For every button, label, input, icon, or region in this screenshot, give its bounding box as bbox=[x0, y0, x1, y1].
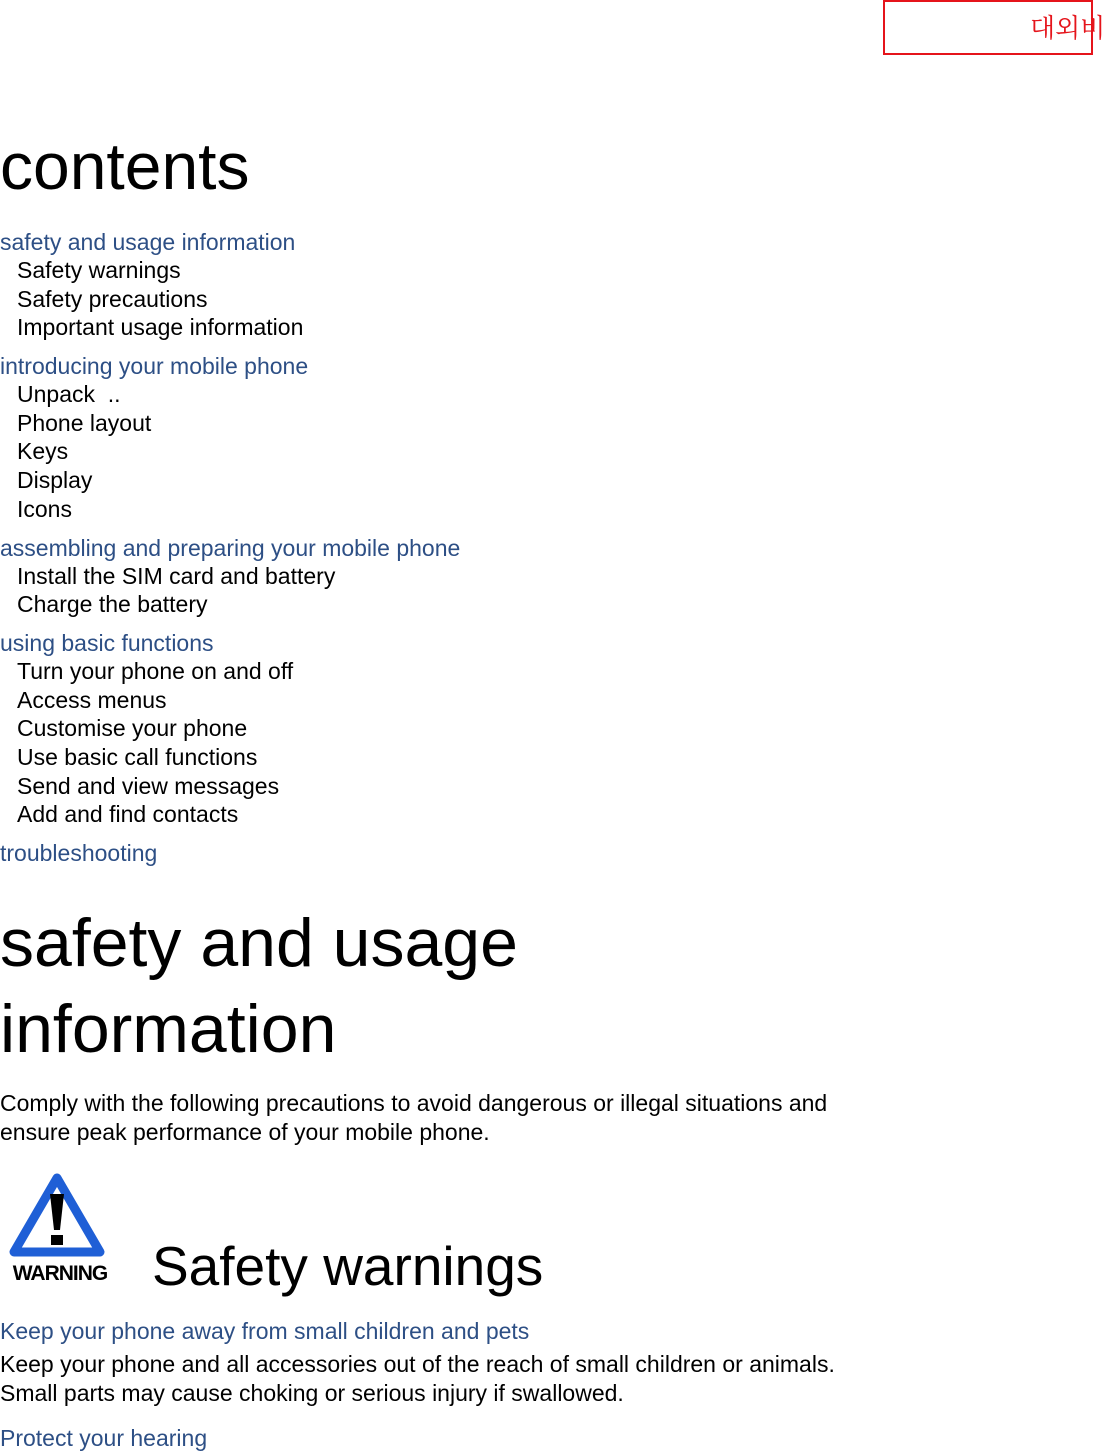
toc-section-safety bbox=[0, 228, 700, 342]
toc-item[interactable]: Customise your phone bbox=[17, 715, 248, 742]
intro-paragraph bbox=[0, 1089, 940, 1147]
toc-item[interactable]: Phone layout bbox=[17, 409, 152, 436]
toc-section-assembling bbox=[0, 534, 700, 619]
toc-heading[interactable]: introducing your mobile phone bbox=[0, 353, 309, 380]
confidential-stamp bbox=[883, 0, 1105, 55]
toc-heading[interactable]: using basic functions bbox=[0, 629, 214, 656]
toc-item[interactable]: Safety precautions bbox=[17, 285, 208, 312]
toc-heading[interactable]: troubleshooting bbox=[0, 840, 158, 866]
toc-item[interactable]: Safety warnings bbox=[17, 257, 181, 283]
table-of-contents bbox=[0, 228, 700, 867]
toc-item[interactable]: Charge the battery bbox=[17, 591, 208, 618]
toc-item[interactable]: Important usage information bbox=[17, 314, 304, 341]
toc-item[interactable]: Keys bbox=[17, 438, 69, 465]
section-title-line2: information bbox=[0, 991, 337, 1067]
toc-item[interactable]: Send and view messages bbox=[17, 772, 280, 799]
toc-section-basic-functions bbox=[0, 629, 700, 829]
toc-item[interactable]: Display bbox=[17, 467, 93, 494]
subsection-heading: Protect your hearing bbox=[0, 1425, 208, 1451]
contents-title: contents bbox=[0, 129, 250, 203]
toc-section-troubleshooting bbox=[0, 839, 700, 867]
section-title bbox=[0, 900, 518, 1072]
intro-line1: Comply with the following precautions to avoid dangerous or illegal situations and bbox=[0, 1090, 828, 1116]
toc-item[interactable]: Turn your phone on and off bbox=[17, 657, 294, 684]
intro-line2: ensure peak performance of your mobile phone. bbox=[0, 1119, 490, 1145]
subsection-paragraph bbox=[0, 1350, 940, 1408]
paragraph-line2: Small parts may cause choking or serious injury if swallowed. bbox=[0, 1380, 624, 1406]
safety-warnings-title: Safety warnings bbox=[152, 1235, 544, 1297]
subsection-heading: Keep your phone away from small children and pets bbox=[0, 1318, 530, 1344]
toc-item[interactable]: Unpack .. bbox=[17, 381, 121, 408]
toc-item[interactable]: Use basic call functions bbox=[17, 743, 258, 770]
toc-item[interactable]: Access menus bbox=[17, 686, 167, 713]
toc-item[interactable]: Add and find contacts bbox=[17, 801, 239, 828]
paragraph-line1: Keep your phone and all accessories out of the reach of small children or animals. bbox=[0, 1351, 835, 1377]
toc-heading[interactable]: safety and usage information bbox=[0, 229, 296, 255]
toc-item[interactable]: Install the SIM card and battery bbox=[17, 562, 336, 589]
toc-item[interactable]: Icons bbox=[17, 495, 72, 522]
section-title-line1: safety and usage bbox=[0, 905, 518, 981]
toc-heading[interactable]: assembling and preparing your mobile phone bbox=[0, 534, 461, 561]
stamp-text: 대외비 bbox=[1030, 14, 1105, 44]
toc-section-introducing bbox=[0, 352, 700, 523]
warning-label: WARNING bbox=[12, 1262, 108, 1285]
